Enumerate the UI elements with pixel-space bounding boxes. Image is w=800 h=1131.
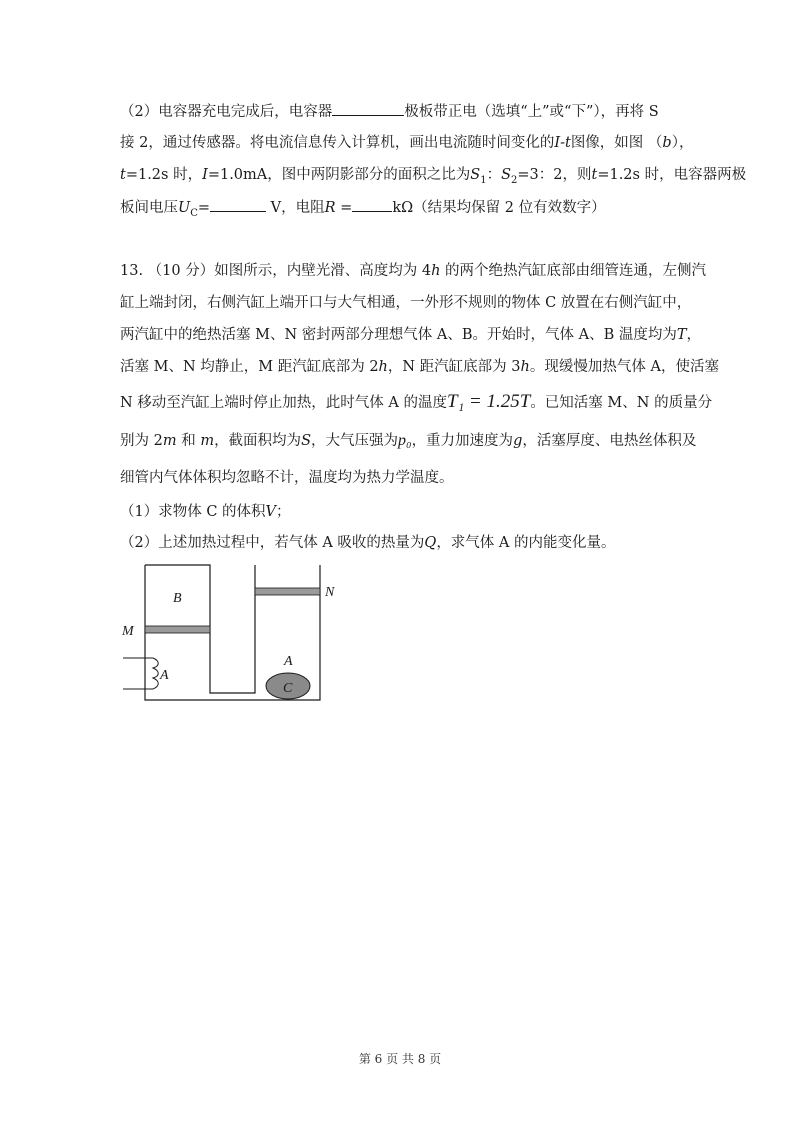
q13-sub-question-1: （1）求物体 C 的体积V； bbox=[120, 504, 291, 520]
answer-blank-resistance bbox=[352, 197, 392, 212]
temperature-formula: T₁ = 1.25T bbox=[447, 391, 531, 412]
q13-line-7: 细管内气体体积均忽略不计，温度均为热力学温度。 bbox=[120, 470, 454, 486]
q13-line-2: 缸上端封闭，右侧汽缸上端开口与大气相通，一外形不规则的物体 C 放置在右侧汽缸中， bbox=[120, 295, 692, 311]
q13-line-1: 13. （10 分）如图所示，内壁光滑、高度均为 4h 的两个绝热汽缸底部由细管连通，左侧汽 bbox=[120, 263, 707, 279]
label-N: N bbox=[325, 585, 335, 600]
q13-line-3: 两汽缸中的绝热活塞 M、N 密封两部分理想气体 A、B。开始时，气体 A、B 温度均为T， bbox=[120, 327, 702, 343]
label-B: B bbox=[173, 591, 182, 606]
heating-wire bbox=[123, 658, 158, 689]
q13-line-5: N 移动至汽缸上端时停止加热，此时气体 A 的温度T₁ = 1.25T。已知活塞 M、N 的质量分 bbox=[120, 391, 713, 412]
q12-line-1: （2）电容器充电完成后，电容器 极板带正电（选填“上”或“下”），再将 S bbox=[120, 101, 659, 122]
piston-M bbox=[145, 626, 210, 633]
q12-line-3: t=1.2s 时，I=1.0mA，图中两阴影部分的面积之比为$S_1$：$S_2=3$：2，则t=1.2s 时，电容器两极 bbox=[120, 167, 747, 186]
piston-N bbox=[255, 588, 320, 595]
pressure-symbol: p₀ bbox=[398, 432, 412, 449]
label-A-right: A bbox=[284, 654, 293, 669]
page-footer: 第 6 页 共 8 页 bbox=[358, 1052, 442, 1066]
label-M: M bbox=[122, 624, 134, 639]
label-C: C bbox=[283, 681, 293, 696]
answer-blank-plate bbox=[332, 101, 404, 116]
cylinder-diagram bbox=[110, 555, 350, 705]
q13-line-4: 活塞 M、N 均静止，M 距汽缸底部为 2h，N 距汽缸底部为 3h。现缓慢加热气体 A，使活塞 bbox=[120, 359, 719, 375]
q12-line-2: 接 2，通过传感器。将电流信息传入计算机，画出电流随时间变化的I-t图像，如图 （b）， bbox=[120, 135, 694, 151]
label-A-left: A bbox=[160, 668, 169, 683]
answer-blank-voltage bbox=[210, 197, 266, 212]
q13-sub-question-2: （2）上述加热过程中，若气体 A 吸收的热量为Q，求气体 A 的内能变化量。 bbox=[120, 535, 616, 551]
q13-line-6: 别为 2m 和 m，截面积均为S，大气压强为p₀，重力加速度为g，活塞厚度、电热丝体积及 bbox=[120, 432, 697, 449]
q12-line-4: 板间电压$U_C= V$，电阻R = kΩ（结果均保留 2 位有效数字） bbox=[120, 197, 606, 224]
